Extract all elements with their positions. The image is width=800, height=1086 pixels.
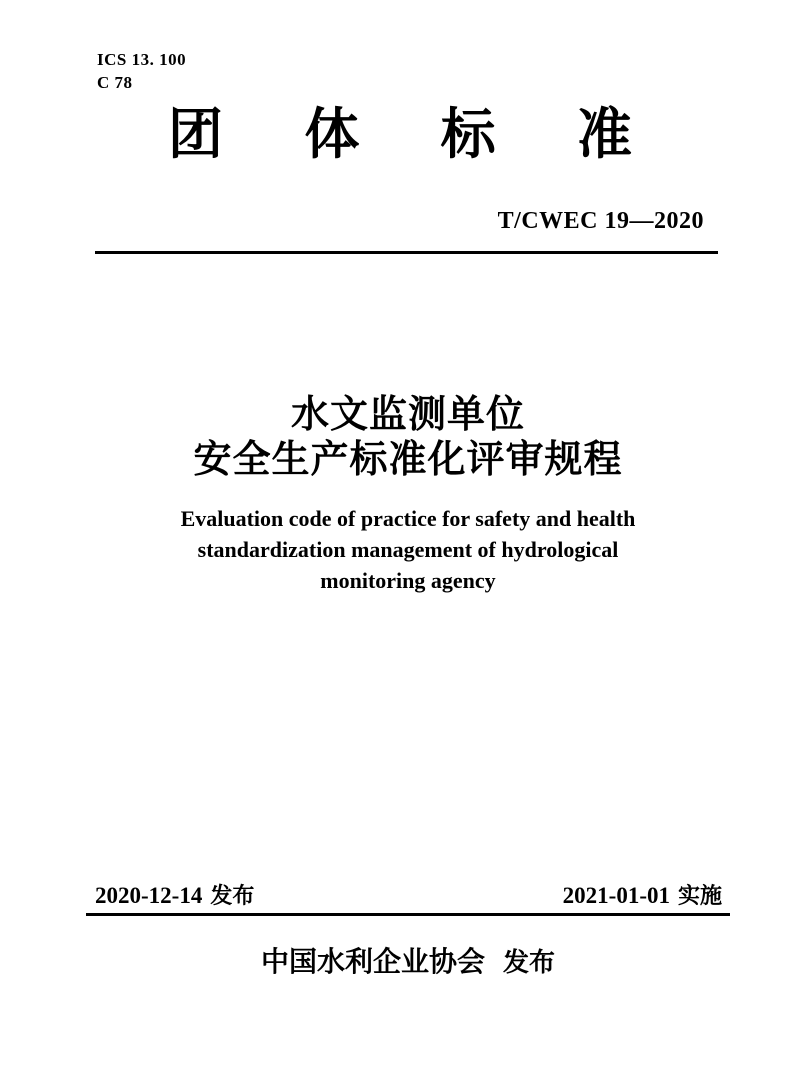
- publisher-row: [86, 945, 730, 980]
- dates-row: [86, 882, 730, 910]
- implement-date-line: [563, 882, 722, 910]
- chinese-title-line1: 水文监测单位: [290, 394, 525, 436]
- ics-code: ICS 13. 100: [97, 50, 187, 69]
- doc-type-char: 体: [304, 103, 360, 165]
- publisher-name: 中国水利企业协会: [260, 947, 485, 978]
- implement-date-label: 实施: [677, 883, 722, 908]
- doc-type-char: 标: [440, 103, 496, 165]
- chinese-title: [86, 393, 730, 483]
- chinese-title-line2: 安全生产标准化评审规程: [193, 439, 623, 481]
- ics-classification-block: [97, 48, 186, 94]
- english-title-line2: standardization management of hydrological: [197, 537, 619, 562]
- issue-date-line: [95, 882, 254, 910]
- implement-date: 2021-01-01: [562, 883, 670, 908]
- category-code: C 78: [97, 73, 133, 92]
- header-divider-rule: [95, 251, 718, 254]
- english-title: [86, 503, 730, 596]
- issue-date-label: 发布: [210, 883, 255, 908]
- english-title-line3: monitoring agency: [320, 568, 496, 593]
- document-type-title: [168, 103, 632, 165]
- standard-number: T/CWEC 19—2020: [497, 208, 704, 234]
- footer-divider-rule: [86, 913, 730, 916]
- doc-type-char: 团: [168, 103, 224, 165]
- publish-label: 发布: [503, 947, 556, 977]
- english-title-line1: Evaluation code of practice for safety and health: [180, 506, 636, 531]
- doc-type-char: 准: [576, 103, 632, 165]
- issue-date: 2020-12-14: [95, 883, 203, 908]
